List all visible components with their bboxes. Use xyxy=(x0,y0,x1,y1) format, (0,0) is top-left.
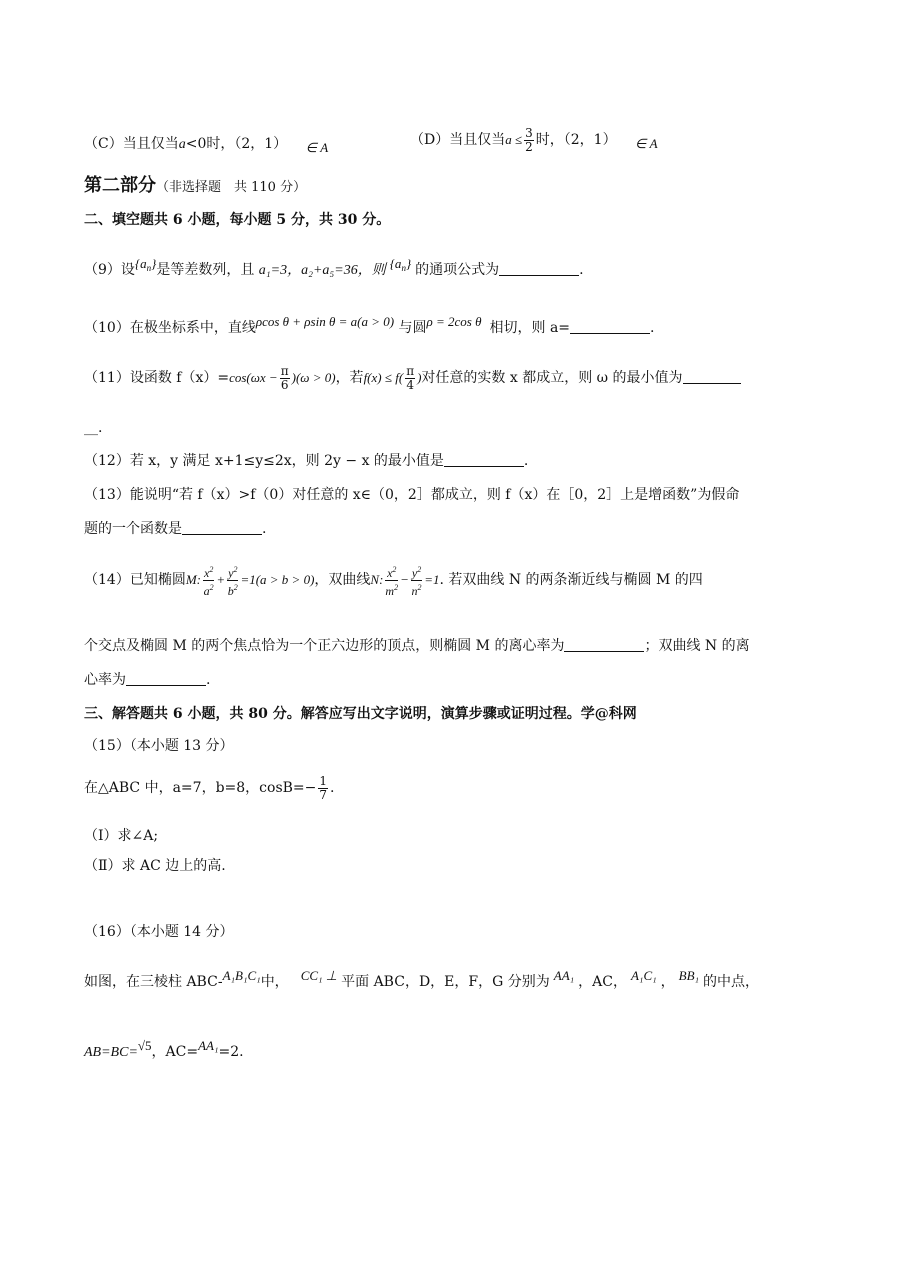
q14-ellipse: M: xyxy=(185,572,201,587)
q11-func-tail: )(ω > 0) xyxy=(291,370,336,385)
q9-text2: 的通项公式为 xyxy=(415,262,500,278)
q12-end: . xyxy=(523,453,529,469)
q9-seq-open: {a xyxy=(134,256,147,271)
q9-cond: a₁=3，a₂+a₅=36，则 xyxy=(258,263,386,278)
q15-frac-num: 1 xyxy=(319,773,328,788)
q16-line2 xyxy=(84,1036,244,1063)
option-c-var: a xyxy=(178,137,186,152)
section2-heading: 二、填空题共 6 小题，每小题 5 分，共 30 分。 xyxy=(84,212,391,228)
q14-frac-hy: $\frac{y^2}{n^2}$ xyxy=(411,564,422,598)
q9-text1: 是等差数列，且 xyxy=(156,262,259,278)
q9-seq-b xyxy=(390,256,411,271)
q13-end: . xyxy=(262,521,267,537)
q9-seq-close: } xyxy=(151,256,157,271)
q14-frac-hx: $\frac{x^2}{m^2}$ xyxy=(385,564,399,598)
q11-ineq: f(x) ≤ f( xyxy=(363,370,404,385)
q9-seq-open-2: {a xyxy=(389,256,402,271)
q9-answer-blank[interactable] xyxy=(499,261,579,276)
q16-a1c1: A₁C₁ xyxy=(630,968,657,983)
q11-num: （11）设函数 f（x）= xyxy=(84,370,230,386)
option-c xyxy=(84,134,328,158)
q14-frac-y: $\frac{y^2}{b^2}$ xyxy=(227,564,238,598)
q14-num: （14）已知椭圆 xyxy=(84,572,186,588)
question-12 xyxy=(84,451,528,471)
q11-ineq-den: 4 xyxy=(406,377,414,392)
q9-seq-sub: n xyxy=(146,263,152,273)
question-14 xyxy=(84,560,703,600)
q16-line1 xyxy=(84,966,759,992)
q9-num: （9）设 xyxy=(84,262,135,278)
q16-text2: 中， xyxy=(260,974,289,990)
q14-line3-text: 心率为 xyxy=(84,672,126,688)
part2-title: 第二部分 xyxy=(84,175,156,196)
q11-ineq-frac xyxy=(405,365,415,392)
q11-end: __. xyxy=(84,420,103,436)
q11-ineq-tail: ) xyxy=(417,370,422,385)
q16-text1: 如图，在三棱柱 ABC- xyxy=(84,974,223,990)
q16-header: （16）（本小题 14 分） xyxy=(84,924,234,940)
q11-ineq-num: π xyxy=(406,363,415,378)
option-c-cond: <0时，（2，1） xyxy=(185,136,288,152)
q14-hyper: N: xyxy=(370,572,384,587)
q14-answer-blank-2[interactable] xyxy=(126,671,206,686)
q10-line-eq: ρcos θ + ρsin θ = a(a > 0) xyxy=(255,314,395,329)
q11-frac-num: π xyxy=(280,363,289,378)
q16-bb1: BB₁ xyxy=(678,968,700,983)
q14-text2: . 若双曲线 N 的两条渐近线与椭圆 M 的四 xyxy=(439,572,703,588)
q9-seq-sub-2: n xyxy=(401,263,406,273)
q10-circle-eq: ρ = 2cos θ xyxy=(426,314,482,329)
q11-answer-blank[interactable] xyxy=(683,369,741,384)
q14-hyper-tail: =1 xyxy=(424,572,440,587)
q11-text2: 对任意的实数 x 都成立，则 ω 的最小值为 xyxy=(421,370,683,386)
q14-frac-x: $\frac{x^2}{a^2}$ xyxy=(203,564,214,598)
q11-frac xyxy=(280,365,290,392)
question-13-line1: （13）能说明“若 f（x）>f（0）对任意的 x∈（0，2］都成立，则 f（x）在［0，2］上是增函数”为假命 xyxy=(84,487,740,503)
q16-text4: ，AC， xyxy=(578,974,627,990)
q14-minus: − xyxy=(400,572,409,587)
option-c-rel: ∈ A xyxy=(305,140,329,155)
q15-frac xyxy=(318,775,328,802)
q10-mid: 与圆 xyxy=(398,320,427,336)
q14-line2b-text: ；双曲线 N 的离 xyxy=(644,638,750,654)
q14-line3 xyxy=(84,670,210,690)
option-d-frac-den: 2 xyxy=(525,139,533,154)
q14-line2 xyxy=(84,636,750,656)
q16-prism: A₁B₁C₁ xyxy=(222,968,261,983)
q14-line2-text: 个交点及椭圆 M 的两个焦点恰为一个正六边形的顶点，则椭圆 M 的离心率为 xyxy=(84,638,565,654)
q16-aa1: AA₁ xyxy=(553,968,575,983)
q11-func: cos(ωx − xyxy=(229,370,278,385)
q13-answer-blank[interactable] xyxy=(182,520,262,535)
q15-part1: （Ⅰ）求∠A; xyxy=(84,828,159,844)
q16-line2a: AB=BC= xyxy=(84,1045,138,1060)
option-d-var: a ≤ xyxy=(505,132,523,147)
q12-text: （12）若 x，y 满足 x+1≤y≤2x，则 2y − x 的最小值是 xyxy=(84,453,444,469)
q14-plus: + xyxy=(216,572,226,587)
q15-stem-end: . xyxy=(330,780,335,796)
option-c-label: （C）当且仅当 xyxy=(84,136,179,152)
option-d-label: （D）当且仅当 xyxy=(410,132,506,148)
q16-text6: 的中点， xyxy=(703,974,760,990)
q15-stem-text: 在△ABC 中，a=7，b=8，cosB=− xyxy=(84,780,317,796)
q15-frac-den: 7 xyxy=(319,787,328,802)
part2-heading xyxy=(84,176,306,198)
q9-end: . xyxy=(579,262,584,278)
q14-ellipse-tail: =1(a > b > 0) xyxy=(240,572,315,587)
q10-answer-blank[interactable] xyxy=(570,319,650,334)
part2-subtitle: （非选择题 共 110 分） xyxy=(156,180,307,195)
q15-part2: （Ⅱ）求 AC 边上的高. xyxy=(84,858,226,874)
question-9 xyxy=(84,254,584,281)
option-d-frac xyxy=(524,127,534,154)
option-d-cond: 时，（2，1） xyxy=(535,132,617,148)
question-13-line2 xyxy=(84,519,266,539)
option-d-rel: ∈ A xyxy=(635,136,658,151)
q15-stem xyxy=(84,770,334,806)
question-10 xyxy=(84,312,654,338)
q16-line2b: ，AC= xyxy=(151,1044,199,1060)
q14-text1: ，双曲线 xyxy=(314,572,371,588)
q9-seq-a xyxy=(135,256,156,271)
q16-aa1-2: AA₁ xyxy=(198,1038,219,1053)
question-11 xyxy=(84,362,741,394)
q16-line2c: =2. xyxy=(218,1044,244,1060)
q16-text3: 平面 ABC，D，E，F，G 分别为 xyxy=(341,974,550,990)
q15-header: （15）（本小题 13 分） xyxy=(84,738,234,754)
option-d xyxy=(410,126,658,158)
q10-num: （10）在极坐标系中，直线 xyxy=(84,320,256,336)
q9-seq-close-2: } xyxy=(405,256,412,271)
q11-frac-den: 6 xyxy=(280,377,289,392)
q11-text1: ，若 xyxy=(335,370,364,386)
q16-text5: ， xyxy=(660,974,675,990)
q14-answer-blank-1[interactable] xyxy=(564,637,644,652)
q13-line2-text: 题的一个函数是 xyxy=(84,521,182,537)
q10-end: . xyxy=(650,320,655,336)
q16-perp: CC₁ ⊥ xyxy=(300,968,338,983)
section3-heading: 三、解答题共 6 小题，共 80 分。解答应写出文字说明，演算步骤或证明过程。学@科网 xyxy=(84,706,637,722)
q12-answer-blank[interactable] xyxy=(444,452,524,467)
option-d-frac-num: 3 xyxy=(525,125,533,140)
q14-end: . xyxy=(206,672,211,688)
q16-sqrt5: √5 xyxy=(137,1038,152,1053)
q10-text: 相切，则 a= xyxy=(489,320,571,336)
